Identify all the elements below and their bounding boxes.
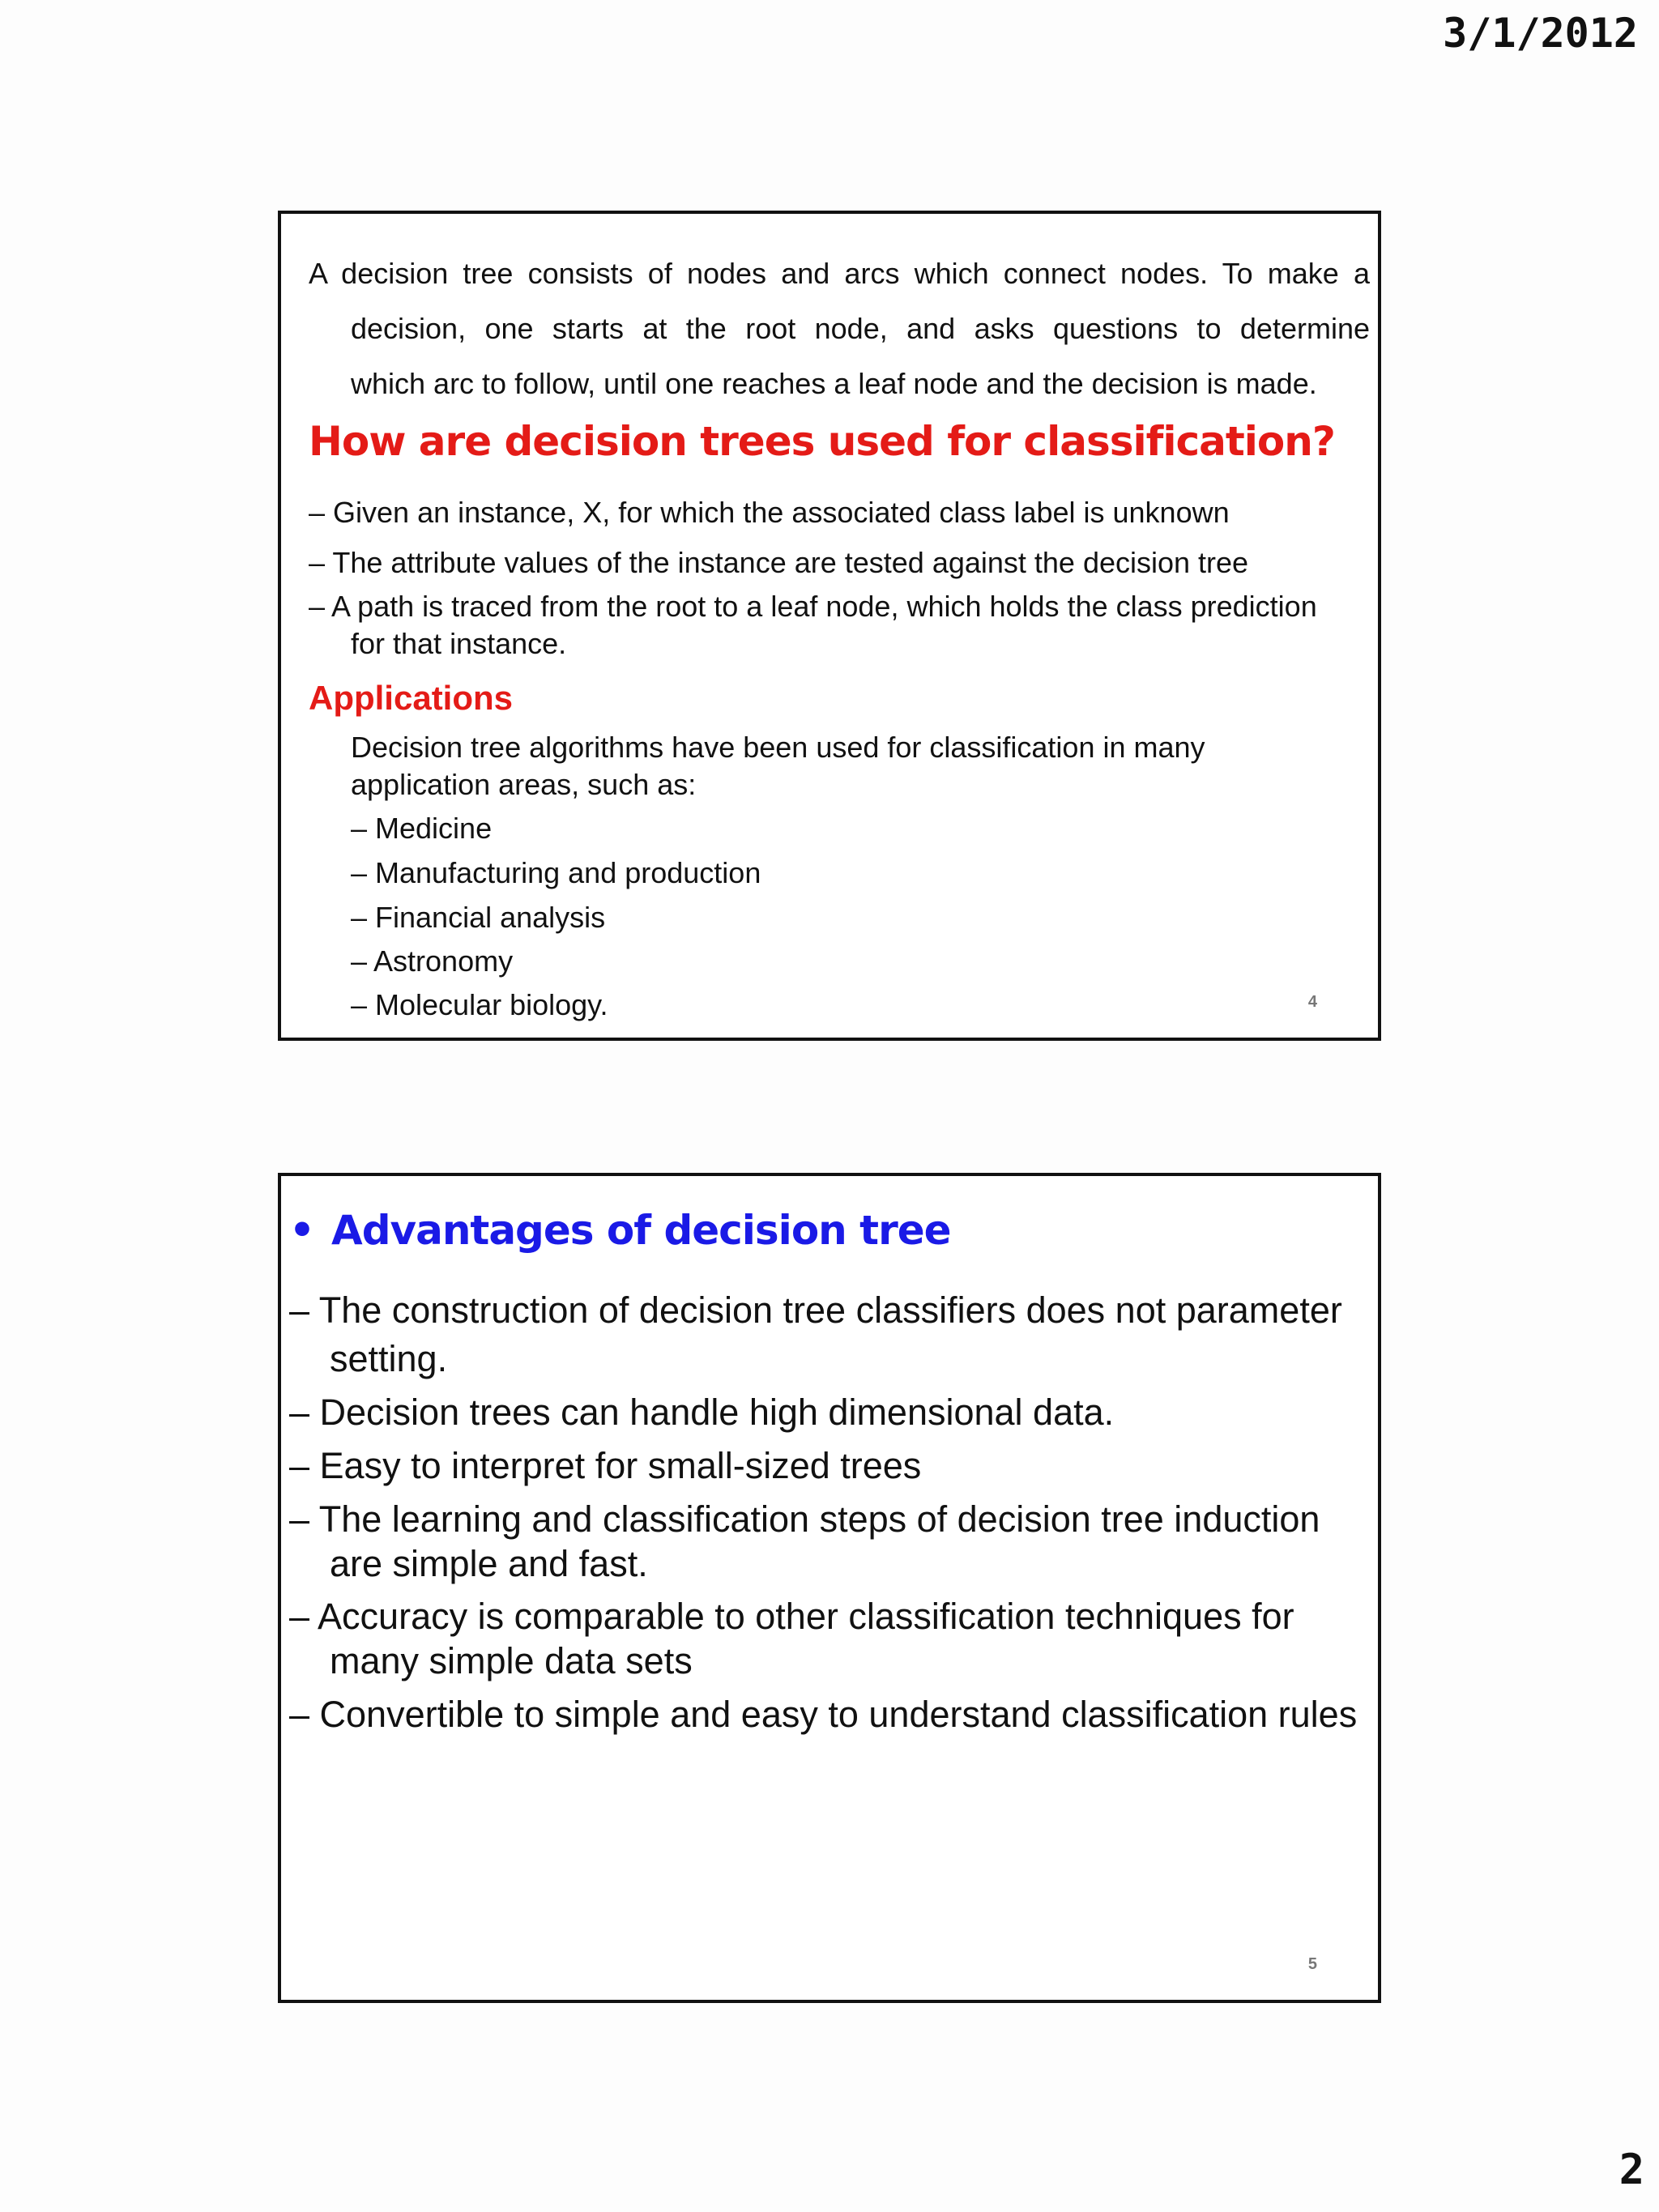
slide-title (289, 1207, 951, 1254)
intro-line: decision, one starts at the root node, and asks questions to determine (351, 312, 1370, 345)
advantage-item: – Convertible to simple and easy to understand classification rules (289, 1694, 1358, 1735)
bullet-item: – Given an instance, X, for which the associated class label is unknown (309, 496, 1230, 529)
slide-number: 4 (1307, 993, 1317, 1011)
advantage-item: – The learning and classification steps of decision tree induction (289, 1498, 1320, 1540)
advantage-item-continuation: are simple and fast. (330, 1543, 648, 1584)
bullet-icon: • (289, 1207, 314, 1254)
applications-intro-line: application areas, such as: (351, 768, 697, 801)
intro-paragraph (309, 246, 1370, 411)
advantage-item-continuation: many simple data sets (330, 1640, 693, 1681)
slide-number: 5 (1307, 1955, 1317, 1973)
intro-line: A decision tree consists of nodes and arcs which connect nodes. To make a (309, 257, 1370, 290)
advantage-item: – Decision trees can handle high dimensional data. (289, 1392, 1115, 1433)
advantage-item: – Accuracy is comparable to other classification techniques for (289, 1596, 1294, 1637)
slide-title-text: Advantages of decision tree (331, 1207, 951, 1254)
application-item: – Medicine (351, 812, 493, 845)
bullet-item: – A path is traced from the root to a leaf node, which holds the class prediction (309, 590, 1317, 623)
intro-line: which arc to follow, until one reaches a leaf node and the decision is made. (351, 367, 1317, 400)
advantage-item-continuation: setting. (330, 1338, 448, 1379)
application-item: – Molecular biology. (351, 988, 608, 1021)
section-heading: How are decision trees used for classification? (309, 418, 1335, 465)
applications-heading: Applications (309, 679, 514, 717)
application-item: – Astronomy (351, 944, 514, 978)
advantage-item: – Easy to interpret for small-sized trees (289, 1445, 922, 1486)
applications-intro-line: Decision tree algorithms have been used for classification in many (351, 731, 1205, 764)
slide-5 (278, 1173, 1381, 2003)
slide-4 (278, 211, 1381, 1041)
application-item: – Manufacturing and production (351, 856, 761, 889)
page-date: 3/1/2012 (1443, 10, 1638, 57)
bullet-item: – The attribute values of the instance are tested against the decision tree (309, 546, 1249, 579)
advantage-item: – The construction of decision tree classifiers does not parameter (289, 1289, 1342, 1331)
bullet-item-continuation: for that instance. (351, 627, 567, 660)
application-item: – Financial analysis (351, 901, 606, 934)
page-number: 2 (1618, 2146, 1644, 2194)
